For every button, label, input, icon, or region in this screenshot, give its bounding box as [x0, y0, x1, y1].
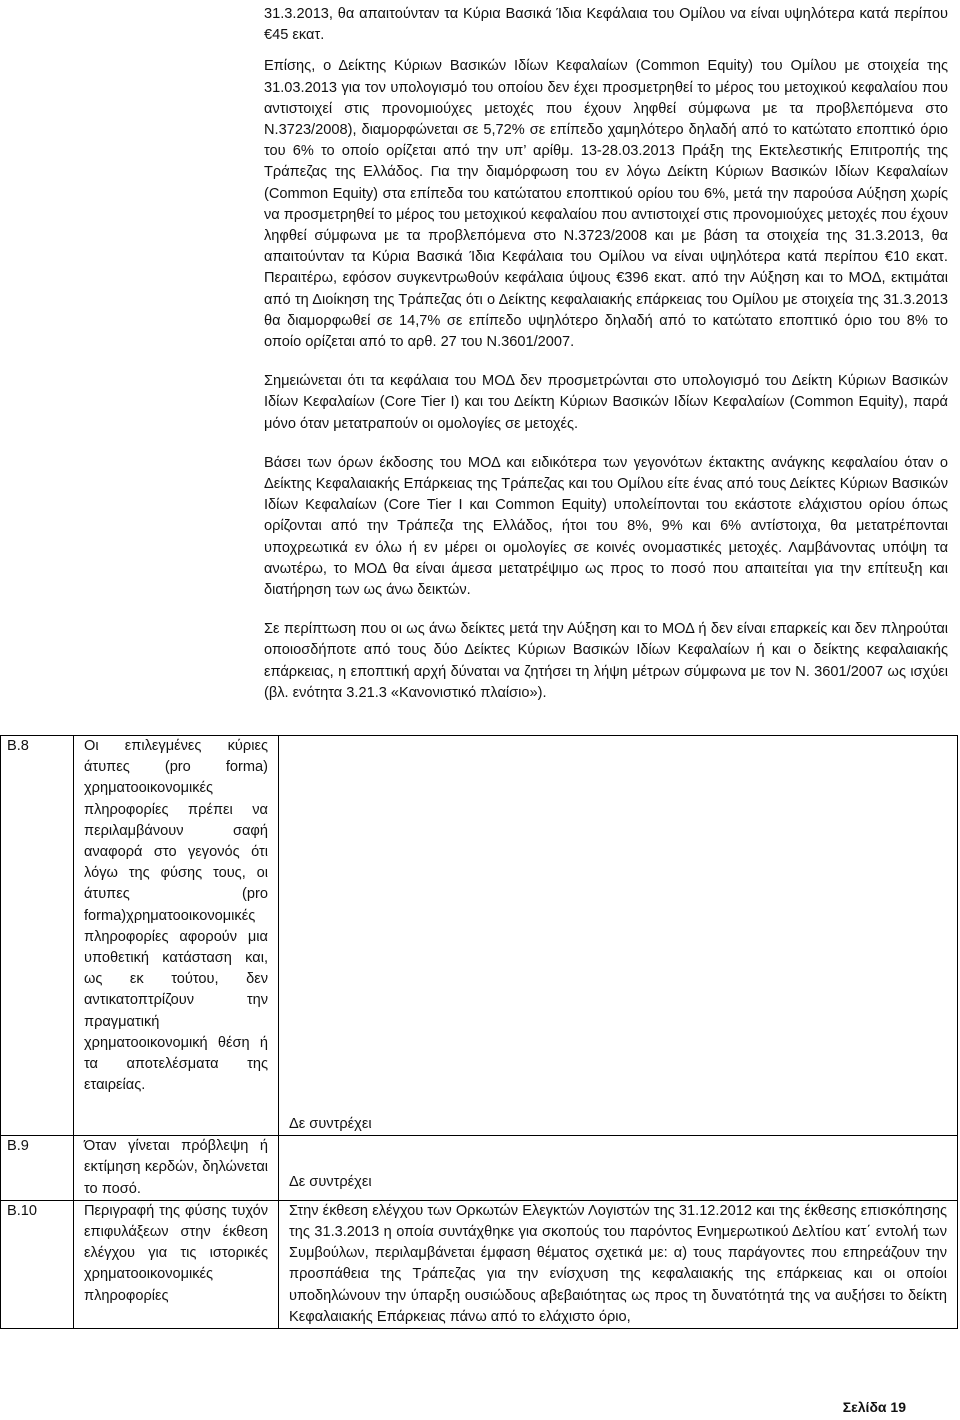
- paragraph-conversion-terms: Βάσει των όρων έκδοσης του ΜΟΔ και ειδικότερα των γεγονότων έκτακτης ανάγκης κεφαλαίου όταν ο Δείκτης Κεφαλαιακής Επάρκειας της Τράπεζας και του Ομίλου είτε ένας από τους Δείκτες Κύριων Βασικών Ιδίων Κεφαλαίων (Core Tier I και Common Equity) υπολείπονται του εκάστοτε ελάχιστου ορίου όπως ορίζονται από την Τράπεζα της Ελλάδος, ήτοι του 8%, 9% και 6% αντίστοιχα, θα μετατρέπονται υποχρεωτικά εν όλω ή εν μέρει οι ομολογίες σε κοινές ονομαστικές μετοχές. Λαμβάνοντας υπόψη τα ανωτέρω, το ΜΟΔ θα είναι άμεσα μετατρέψιμο ως προς το ποσό που απαιτείται για την επίτευξη και διατήρηση των ως άνω δεικτών.: [264, 454, 948, 599]
- paragraph-mod-note: Σημειώνεται ότι τα κεφάλαια του ΜΟΔ δεν προσμετρώνται στο υπολογισμό του Δείκτη Κύριων Βασικών Ιδίων Κεφαλαίων (Core Tier I) και του Δείκτη Κύριων Βασικών Ιδίων Κεφαλαίων (Common Equity), παρά μόνο όταν μετατραπούν οι ομολογίες σε μετοχές.: [264, 373, 948, 432]
- table-row: [1, 736, 958, 1136]
- row-description: Όταν γίνεται πρόβλεψη ή εκτίμηση κερδών, δηλώνεται το ποσό.: [74, 1136, 279, 1201]
- page-number: Σελίδα 19: [842, 1399, 906, 1415]
- table-row: [1, 1136, 958, 1201]
- row-content: Δε συντρέχει: [289, 1174, 372, 1191]
- row-content: Στην έκθεση ελέγχου των Ορκωτών Ελεγκτών Λογιστών της 31.12.2012 και της έκθεσης επισκόπησης της 31.3.2013 η οποία συντάχθηκε για σκοπούς του παρόντος Ενημερωτικού Δελτίου κατ΄ εντολή των Συμβούλων, περιλαμβάνεται έμφαση θέματος σχετικά με: α) τους παράγοντες που επηρεάζουν την προσπάθεια της Τράπεζας για την ενίσχυση της κεφαλαιακής της επάρκειας και οι οποίοι υποδηλώνουν την ύπαρξη ουσιώδους αβεβαιότητας ως προς τη δυνατότητά της να αυξήσει το δείκτη Κεφαλαιακής Επάρκειας πάνω από το ελάχιστο όριο,: [279, 1200, 958, 1328]
- row-code: B.8: [1, 736, 74, 1136]
- paragraph-common-equity-ratio: Επίσης, ο Δείκτης Κύριων Βασικών Ιδίων Κεφαλαίων (Common Equity) του Ομίλου με στοιχεία της 31.03.2013 για τον υπολογισμό του οποίου δεν έχει προσμετρηθεί το μέρος του μετοχικού κεφαλαίου που αντιστοιχεί στις προνομιούχες μετοχές που έχουν ληφθεί σύμφωνα με τα προβλεπόμενα στο Ν.3723/2008), διαμορφώνεται σε 5,72% σε επίπεδο χαμηλότερο δηλαδή από το κατώτατο εποπτικό όριο του 6% το οποίο ορίζεται από την υπ’ αρίθμ. 13-28.03.2013 Πράξη της Εκτελεστικής Επιτροπής της Τράπεζας της Ελλάδος. Για την διαμόρφωση του εν λόγω Δείκτη Κύριων Βασικών Ιδίων Κεφαλαίων (Common Equity) στα επίπεδα του κατώτατου εποπτικού ορίου του 6%, μετά την παρούσα Αύξηση χωρίς να προσμετρηθεί το μέρος του μετοχικού κεφαλαίου που αντιστοιχεί στις προνομιούχες μετοχές που έχουν ληφθεί σύμφωνα με τα προβλεπόμενα στο Ν.3723/2008 και με βάση τα στοιχεία της 31.3.2013, θα απαιτούνταν τα Κύρια Βασικά Ίδια Κεφάλαια του Ομίλου να είναι υψηλότερα κατά περίπου €10 εκατ. Περαιτέρω, εφόσον συγκεντρωθούν κεφάλαια ύψους €396 εκατ. από την Αύξηση και το ΜΟΔ, εκτιμάται από τη Διοίκηση της Τράπεζας ότι ο Δείκτης κεφαλαιακής επάρκειας του Ομίλου με στοιχεία της 31.3.2013 θα διαμορφωθεί σε 14,7% σε επίπεδο υψηλότερο δηλαδή από το κατώτατο εποπτικό όριο του 8% το οποίο ορίζεται από το αρθ. 27 του Ν.3601/2007.: [264, 58, 948, 351]
- row-description: Περιγραφή της φύσης τυχόν επιφυλάξεων στην έκθεση ελέγχου για τις ιστορικές χρηματοοικονομικές πληροφορίες: [74, 1200, 279, 1328]
- row-code: B.9: [1, 1136, 74, 1201]
- row-content: Δε συντρέχει: [289, 1116, 372, 1132]
- table-row: [1, 1200, 958, 1328]
- paragraph-supervisory-measures: Σε περίπτωση που οι ως άνω δείκτες μετά την Αύξηση και το ΜΟΔ ή δεν είναι επαρκείς και δεν πληρούται οποιοσδήποτε από τους δύο Δείκτες Κύριων Βασικών Ιδίων Κεφαλαίων ή και ο δείκτης κεφαλαιακής επάρκειας, η εποπτική αρχή δύναται να ζητήσει τη λήψη μέτρων σύμφωνα με τον Ν. 3601/2007 ως ισχύει (βλ. ενότητα 3.21.3 «Κανονιστικό πλαίσιο»).: [264, 621, 948, 701]
- upper-text-block: [264, 4, 948, 722]
- summary-table: [0, 735, 958, 1329]
- row-content-cell: [279, 1136, 958, 1201]
- row-description: Οι επιλεγμένες κύριες άτυπες (pro forma) χρηματοοικονομικές πληροφορίες πρέπει να περιλαμβάνουν σαφή αναφορά στο γεγονός ότι λόγω της φύσης τους, οι άτυπες (pro forma)χρηματοοικονομικές πληροφορίες αφορούν μια υποθετική κατάσταση και, ως εκ τούτου, δεν αντικατοπτρίζουν την πραγματική χρηματοοικονομική θέση ή τα αποτελέσματα της εταιρείας.: [74, 736, 279, 1136]
- row-code: B.10: [1, 1200, 74, 1328]
- paragraph-capital-shortfall: 31.3.2013, θα απαιτούνταν τα Κύρια Βασικά Ίδια Κεφάλαια του Ομίλου να είναι υψηλότερα κατά περίπου €45 εκατ.: [264, 6, 948, 44]
- row-content-cell: [279, 736, 958, 1136]
